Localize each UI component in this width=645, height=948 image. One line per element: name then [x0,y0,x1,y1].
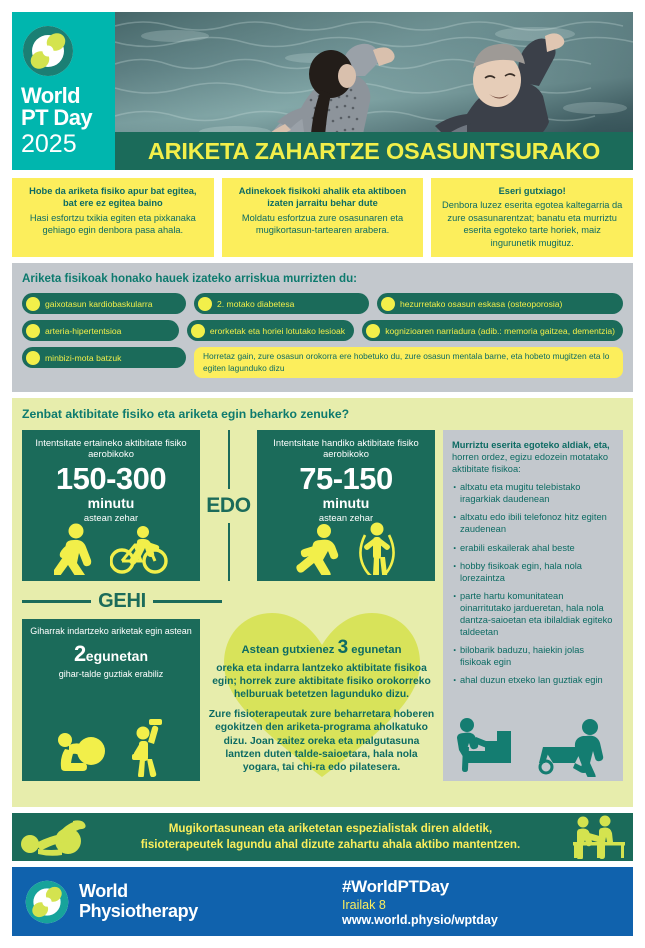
risk-pill [194,293,369,314]
sidebar-heading-bold-1: Murriztu eserita egoteko aldiak, [452,440,591,450]
heart-headline-number: 3 [337,637,349,658]
footer-url[interactable]: www.world.physio/wptday [342,912,498,927]
moderate-number: 150-300 [55,460,167,496]
wptday-logo-panel [12,12,115,170]
risk-pill [22,320,179,341]
poster-header [12,12,633,170]
or-divider [200,430,257,581]
banner-line-1: Mugikortasunean eta ariketetan espezialistak diren aldetik, [168,822,493,836]
sedentary-tips-sidebar [443,430,623,781]
cycling-icon [110,525,168,575]
risk-pill [22,347,186,368]
bullet-dot-icon [198,297,212,311]
callout-body: Moldatu esfortzua zure osasunaren eta mugikortasun-tartearen arabera. [241,212,404,235]
banner-text [92,821,569,853]
risk-pill-label: 2. motako diabetesa [217,298,295,309]
sidebar-tip-list [452,481,614,686]
dumbbell-icon [121,717,169,777]
callout-heading: Eseri gutxiago! [498,186,566,196]
strength-unit: egunetan [85,648,149,665]
list-item: · parte hartu komunitatean oinarritutako jardueretan, hala nola dantza-saioetan eta ibilaldiak egiteko taldeetan [452,590,614,638]
logo-year: 2025 [21,129,77,158]
vigorous-unit: minutu [322,495,370,512]
aerobic-row [22,430,435,581]
poster-root [12,12,633,936]
risk-pill-label: kognizioaren narriadura (adib.: memoria gaitzea, dementzia) [385,325,615,336]
risk-pill-row-3 [22,347,623,378]
risk-pill [377,293,623,314]
leg-stretch-exercise-icon [18,816,92,858]
moderate-activity-box [22,430,200,581]
callout-row [12,178,633,257]
main-heading: Zenbat aktibitate fisiko eta ariketa egin beharko zenuke? [22,407,350,421]
risk-pill-label: gaixotasun kardiobaskularra [45,298,153,309]
stairs-climbing-icon [451,715,517,777]
jump-rope-icon [356,521,398,575]
risk-pill-row-1 [22,293,623,314]
sidebar-heading-rest: horren ordez, egizu edozein motatako aktibitate fisikoa: [452,452,609,475]
risk-reduction-section [12,263,633,392]
risk-pill-label: arteria-hipertentsioa [45,325,122,336]
strength-activity-box [22,619,200,781]
heart-paragraph-1: oreka eta indarra lantzeko aktibitate fisikoa egin; horrek zure aktibitate fisiko orokorreko helburuak betetzen lagunduko dizu. [212,662,431,701]
world-physiotherapy-footer [12,867,633,936]
callout-heading: Hobe da ariketa fisiko apur bat egitea, bat ere ez egitea baino [29,186,197,209]
footer-date: Irailak 8 [342,897,386,912]
risk-extra-note: Horretaz gain, zure osasun orokorra ere hobetuko du, zure osasun mentala barne, eta hobeto mugitzen eta lo egiten lagunduko dizu [194,347,623,378]
bullet-dot-icon [26,324,40,338]
heart-paragraph-2: Zure fisioterapeutak zure beharretara hoberen egokitzen den ariketa-programa aholkatuko dizu. Joan zaitez oreka eta malgutasuna lantzen duten talde-saioetara, hala nola yogara, tai chi-ra edo pilatesera. [208,709,435,773]
vigorous-activity-box [257,430,435,581]
divider-line-bottom [228,523,230,582]
vigorous-period: astean zehar [318,512,374,524]
or-label: EDO [206,493,251,517]
bullet-dot-icon [26,297,40,311]
risk-pill [362,320,623,341]
logo-title-line2: PT Day [21,105,92,131]
logo-title-line1: World [21,83,80,108]
heart-headline [208,637,435,660]
wheelbarrow-gardening-icon [533,717,615,777]
list-item: · erabili eskailerak ahal beste [452,542,614,554]
balance-heart-block [208,619,435,781]
world-physiotherapy-logo-icon [24,879,70,925]
recommendation-left-column [22,430,435,781]
world-pt-day-logo-icon [21,24,75,78]
vigorous-number: 75-150 [299,460,393,496]
plus-label: GEHI [98,590,146,612]
list-item: · hobby fisikoak egin, hala nola lorezaintza [452,560,614,584]
strength-number: 2 [73,641,86,667]
strength-number-line [29,641,193,667]
strength-and-balance-row [22,619,435,781]
bullet-dot-icon [191,324,205,338]
poster-title-bar [115,132,633,170]
banner-line-2: fisioterapeutek lagundu ahal dizute zahartu ahala aktibo mantentzen. [140,838,521,851]
list-item: · ahal duzun etxeko lan guztiak egin [452,674,614,686]
footer-org-line1: World [79,881,128,902]
risk-pill-label: minbizi-mota batzuk [45,352,122,363]
moderate-period: astean zehar [83,512,139,524]
list-item: · altxatu eta mugitu telebistako iragarkiak daudenean [452,481,614,505]
moderate-subtitle: Intentsitate ertaineko aktibitate fisiko aerobikoko [35,437,187,460]
callout-card [12,178,214,257]
bullet-dot-icon [366,324,380,338]
risk-pill-label: erorketak eta horiei lotutako lesioak [209,325,346,336]
risk-pill-row-2 [22,320,623,341]
activity-recommendation-section [12,398,633,807]
plus-divider [22,590,222,613]
risk-pill [187,320,354,341]
moderate-unit: minutu [87,495,135,512]
sidebar-heading [452,439,614,475]
running-icon [294,523,346,575]
risk-pill-label: hezurretako osasun eskasa (osteoporosia) [400,298,563,309]
footer-hashtag: #WorldPTDay [342,876,449,896]
list-item: · bilobarik baduzu, haiekin jolas fisikoak egin [452,644,614,668]
bullet-dot-icon [381,297,395,311]
strength-note: gihar-talde guztiak erabiliz [58,669,164,680]
vigorous-subtitle: Intentsitate handiko aktibitate fisiko aerobikoko [273,437,419,460]
plus-line-right [153,600,222,603]
heart-headline-post: egunetan [351,644,402,656]
risk-heading: Ariketa fisikoak honako hauek izateko arriskua murrizten du: [22,272,358,285]
footer-logo-block [12,879,342,925]
heart-headline-pre: Astean gutxienez [241,644,335,656]
list-item: · altxatu edo ibili telefonoz hitz egiten zaudenean [452,511,614,535]
divider-line-top [228,430,230,489]
callout-card [222,178,424,257]
sidebar-heading-bold-2: eta, [593,440,610,450]
walking-icon [54,523,100,575]
poster-title: ARIKETA ZAHARTZE OSASUNTSURAKO [147,137,601,164]
callout-heading: Adinekoek fisikoki ahalik eta aktiboen izaten jarraitu behar dute [238,186,407,209]
assisted-walking-icon [569,815,627,859]
footer-org-line2: Physiotherapy [79,900,198,921]
risk-pill [22,293,186,314]
plus-line-left [22,600,91,603]
bullet-dot-icon [26,351,40,365]
physio-banner [12,813,633,861]
callout-body: Hasi esfortzu txikia egiten eta pixkanaka gehiago egin denbora pasa ahala. [29,212,196,235]
exercise-ball-icon [53,721,109,777]
footer-campaign-info [342,877,498,927]
callout-body: Denbora luzez eserita egotea kaltegarria da zure osasunarentzat; banatu eta murriztu eserita egoteko tarte horiek, maiz ingurunetik mugituz. [441,200,623,248]
strength-subtitle: Giharrak indartzeko ariketak egin astean [30,626,192,636]
callout-card [431,178,633,257]
